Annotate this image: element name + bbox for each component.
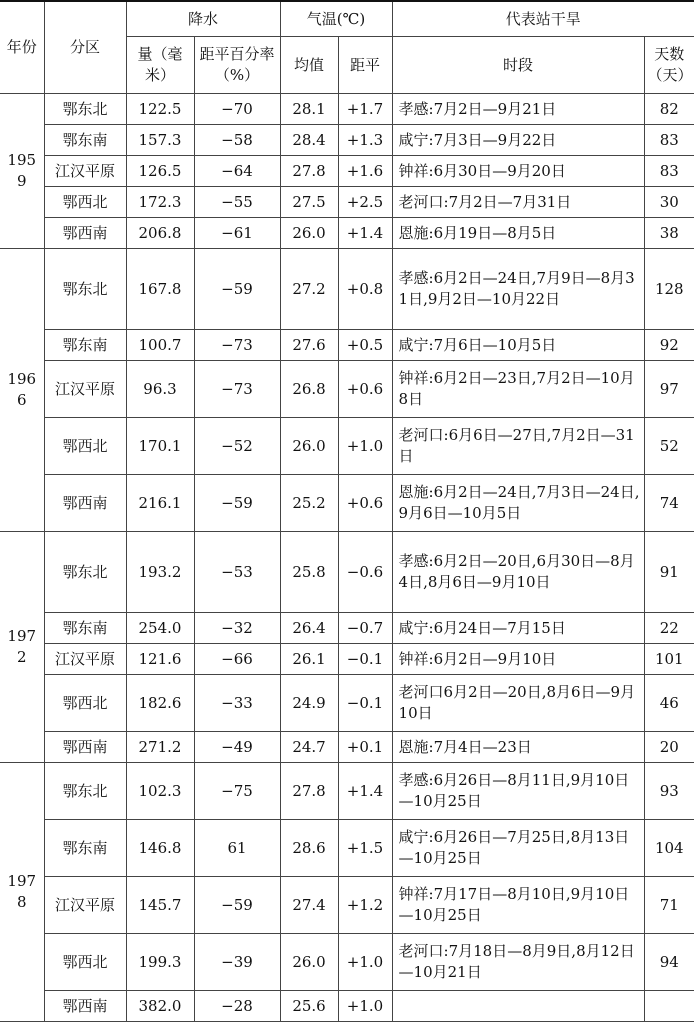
drought-days-cell: 38 bbox=[644, 218, 694, 249]
drought-period-cell: 老河口6月2日—20日,8月6日—9月10日 bbox=[392, 675, 644, 732]
temp-mean-cell: 28.4 bbox=[280, 125, 338, 156]
temp-mean-cell: 27.6 bbox=[280, 330, 338, 361]
drought-days-cell: 20 bbox=[644, 732, 694, 763]
precip-amount-cell: 199.3 bbox=[126, 934, 194, 991]
header-region: 分区 bbox=[44, 1, 126, 94]
drought-days-cell: 22 bbox=[644, 613, 694, 644]
precip-anomaly-cell: −39 bbox=[194, 934, 280, 991]
region-cell: 鄂西北 bbox=[44, 187, 126, 218]
drought-days-cell: 71 bbox=[644, 877, 694, 934]
table-row bbox=[0, 125, 694, 156]
header-year: 年份 bbox=[0, 1, 44, 94]
drought-days-cell: 30 bbox=[644, 187, 694, 218]
temp-anomaly-cell: +1.0 bbox=[338, 991, 392, 1022]
precip-amount-cell: 216.1 bbox=[126, 475, 194, 532]
table-row bbox=[0, 820, 694, 877]
region-cell: 鄂西北 bbox=[44, 675, 126, 732]
temp-mean-cell: 25.8 bbox=[280, 532, 338, 613]
temp-anomaly-cell: +1.0 bbox=[338, 934, 392, 991]
table-row bbox=[0, 475, 694, 532]
precip-amount-cell: 206.8 bbox=[126, 218, 194, 249]
temp-mean-cell: 24.9 bbox=[280, 675, 338, 732]
region-cell: 江汉平原 bbox=[44, 644, 126, 675]
precip-anomaly-cell: −49 bbox=[194, 732, 280, 763]
drought-days-cell: 82 bbox=[644, 94, 694, 125]
drought-period-cell: 恩施:7月4日—23日 bbox=[392, 732, 644, 763]
drought-period-cell: 钟祥:6月30日—9月20日 bbox=[392, 156, 644, 187]
drought-period-cell bbox=[392, 991, 644, 1022]
region-cell: 鄂东南 bbox=[44, 330, 126, 361]
drought-period-cell: 咸宁:7月3日—9月22日 bbox=[392, 125, 644, 156]
year-cell: 1959 bbox=[0, 94, 44, 249]
header-days: 天数（天） bbox=[644, 37, 694, 94]
temp-mean-cell: 27.8 bbox=[280, 763, 338, 820]
temp-anomaly-cell: −0.6 bbox=[338, 532, 392, 613]
temp-mean-cell: 26.1 bbox=[280, 644, 338, 675]
precip-amount-cell: 157.3 bbox=[126, 125, 194, 156]
drought-period-cell: 老河口:7月18日—8月9日,8月12日—10月21日 bbox=[392, 934, 644, 991]
table-row bbox=[0, 644, 694, 675]
precip-amount-cell: 193.2 bbox=[126, 532, 194, 613]
precip-anomaly-cell: −64 bbox=[194, 156, 280, 187]
precip-amount-cell: 102.3 bbox=[126, 763, 194, 820]
precip-anomaly-cell: −75 bbox=[194, 763, 280, 820]
temp-mean-cell: 26.8 bbox=[280, 361, 338, 418]
precip-anomaly-cell: −28 bbox=[194, 991, 280, 1022]
precip-amount-cell: 254.0 bbox=[126, 613, 194, 644]
precip-anomaly-cell: −73 bbox=[194, 330, 280, 361]
header-temp: 气温(℃) bbox=[280, 1, 392, 37]
temp-mean-cell: 27.8 bbox=[280, 156, 338, 187]
table-row bbox=[0, 532, 694, 613]
precip-anomaly-cell: −52 bbox=[194, 418, 280, 475]
temp-anomaly-cell: +1.4 bbox=[338, 218, 392, 249]
temp-mean-cell: 26.0 bbox=[280, 934, 338, 991]
table-row bbox=[0, 991, 694, 1022]
table-row bbox=[0, 675, 694, 732]
year-cell: 1966 bbox=[0, 249, 44, 532]
drought-days-cell: 97 bbox=[644, 361, 694, 418]
drought-period-cell: 老河口:6月6日—27日,7月2日—31日 bbox=[392, 418, 644, 475]
drought-period-cell: 恩施:6月19日—8月5日 bbox=[392, 218, 644, 249]
region-cell: 鄂东北 bbox=[44, 249, 126, 330]
region-cell: 江汉平原 bbox=[44, 361, 126, 418]
precip-amount-cell: 382.0 bbox=[126, 991, 194, 1022]
temp-mean-cell: 28.6 bbox=[280, 820, 338, 877]
table-row bbox=[0, 763, 694, 820]
temp-mean-cell: 25.2 bbox=[280, 475, 338, 532]
region-cell: 江汉平原 bbox=[44, 877, 126, 934]
region-cell: 鄂东北 bbox=[44, 94, 126, 125]
drought-period-cell: 咸宁:7月6日—10月5日 bbox=[392, 330, 644, 361]
table-row bbox=[0, 732, 694, 763]
temp-anomaly-cell: +0.5 bbox=[338, 330, 392, 361]
region-cell: 鄂东北 bbox=[44, 532, 126, 613]
region-cell: 鄂东北 bbox=[44, 763, 126, 820]
region-cell: 江汉平原 bbox=[44, 156, 126, 187]
precip-anomaly-cell: −61 bbox=[194, 218, 280, 249]
table-row bbox=[0, 877, 694, 934]
precip-anomaly-cell: −59 bbox=[194, 249, 280, 330]
precip-anomaly-cell: −66 bbox=[194, 644, 280, 675]
precip-anomaly-cell: −59 bbox=[194, 475, 280, 532]
precip-amount-cell: 167.8 bbox=[126, 249, 194, 330]
precip-anomaly-cell: 61 bbox=[194, 820, 280, 877]
header-precip-amount: 量（毫米） bbox=[126, 37, 194, 94]
drought-days-cell bbox=[644, 991, 694, 1022]
drought-days-cell: 74 bbox=[644, 475, 694, 532]
temp-mean-cell: 25.6 bbox=[280, 991, 338, 1022]
temp-anomaly-cell: +0.1 bbox=[338, 732, 392, 763]
temp-anomaly-cell: −0.1 bbox=[338, 675, 392, 732]
table-row bbox=[0, 156, 694, 187]
region-cell: 鄂西南 bbox=[44, 218, 126, 249]
table-row bbox=[0, 218, 694, 249]
table-row bbox=[0, 187, 694, 218]
precip-amount-cell: 172.3 bbox=[126, 187, 194, 218]
precip-amount-cell: 182.6 bbox=[126, 675, 194, 732]
table-header bbox=[0, 1, 694, 94]
drought-period-cell: 孝感:7月2日—9月21日 bbox=[392, 94, 644, 125]
temp-mean-cell: 28.1 bbox=[280, 94, 338, 125]
temp-anomaly-cell: +1.2 bbox=[338, 877, 392, 934]
precip-anomaly-cell: −58 bbox=[194, 125, 280, 156]
region-cell: 鄂东南 bbox=[44, 613, 126, 644]
temp-anomaly-cell: −0.1 bbox=[338, 644, 392, 675]
drought-days-cell: 128 bbox=[644, 249, 694, 330]
drought-days-cell: 94 bbox=[644, 934, 694, 991]
temp-anomaly-cell: +2.5 bbox=[338, 187, 392, 218]
region-cell: 鄂西南 bbox=[44, 732, 126, 763]
precip-amount-cell: 126.5 bbox=[126, 156, 194, 187]
header-precip: 降水 bbox=[126, 1, 280, 37]
table-row bbox=[0, 361, 694, 418]
precip-amount-cell: 96.3 bbox=[126, 361, 194, 418]
precip-amount-cell: 146.8 bbox=[126, 820, 194, 877]
temp-mean-cell: 27.5 bbox=[280, 187, 338, 218]
precip-amount-cell: 122.5 bbox=[126, 94, 194, 125]
drought-days-cell: 83 bbox=[644, 125, 694, 156]
temp-anomaly-cell: +1.3 bbox=[338, 125, 392, 156]
table-row bbox=[0, 94, 694, 125]
precip-amount-cell: 100.7 bbox=[126, 330, 194, 361]
table-row bbox=[0, 418, 694, 475]
header-temp-mean: 均值 bbox=[280, 37, 338, 94]
temp-anomaly-cell: −0.7 bbox=[338, 613, 392, 644]
drought-days-cell: 93 bbox=[644, 763, 694, 820]
precip-anomaly-cell: −32 bbox=[194, 613, 280, 644]
header-drought: 代表站干旱 bbox=[392, 1, 694, 37]
temp-mean-cell: 27.2 bbox=[280, 249, 338, 330]
table-body bbox=[0, 94, 694, 1022]
region-cell: 鄂西北 bbox=[44, 418, 126, 475]
precip-anomaly-cell: −53 bbox=[194, 532, 280, 613]
temp-mean-cell: 26.0 bbox=[280, 418, 338, 475]
table-row bbox=[0, 934, 694, 991]
region-cell: 鄂西北 bbox=[44, 934, 126, 991]
precip-anomaly-cell: −59 bbox=[194, 877, 280, 934]
precip-anomaly-cell: −70 bbox=[194, 94, 280, 125]
drought-period-cell: 钟祥:7月17日—8月10日,9月10日—10月25日 bbox=[392, 877, 644, 934]
drought-days-cell: 83 bbox=[644, 156, 694, 187]
table-row bbox=[0, 613, 694, 644]
temp-anomaly-cell: +1.7 bbox=[338, 94, 392, 125]
header-period: 时段 bbox=[392, 37, 644, 94]
drought-period-cell: 老河口:7月2日—7月31日 bbox=[392, 187, 644, 218]
region-cell: 鄂东南 bbox=[44, 820, 126, 877]
year-cell: 1972 bbox=[0, 532, 44, 763]
header-temp-anomaly: 距平 bbox=[338, 37, 392, 94]
precip-anomaly-cell: −33 bbox=[194, 675, 280, 732]
drought-period-cell: 钟祥:6月2日—23日,7月2日—10月8日 bbox=[392, 361, 644, 418]
precip-amount-cell: 170.1 bbox=[126, 418, 194, 475]
temp-mean-cell: 24.7 bbox=[280, 732, 338, 763]
temp-mean-cell: 26.0 bbox=[280, 218, 338, 249]
temp-anomaly-cell: +1.4 bbox=[338, 763, 392, 820]
temp-mean-cell: 26.4 bbox=[280, 613, 338, 644]
temp-anomaly-cell: +1.0 bbox=[338, 418, 392, 475]
drought-period-cell: 恩施:6月2日—24日,7月3日—24日,9月6日—10月5日 bbox=[392, 475, 644, 532]
drought-days-cell: 101 bbox=[644, 644, 694, 675]
temp-anomaly-cell: +0.6 bbox=[338, 361, 392, 418]
drought-period-cell: 咸宁:6月26日—7月25日,8月13日—10月25日 bbox=[392, 820, 644, 877]
temp-anomaly-cell: +0.8 bbox=[338, 249, 392, 330]
table-row bbox=[0, 249, 694, 330]
temp-anomaly-cell: +0.6 bbox=[338, 475, 392, 532]
precip-anomaly-cell: −73 bbox=[194, 361, 280, 418]
drought-period-cell: 孝感:6月2日—24日,7月9日—8月31日,9月2日—10月22日 bbox=[392, 249, 644, 330]
drought-days-cell: 46 bbox=[644, 675, 694, 732]
precip-amount-cell: 145.7 bbox=[126, 877, 194, 934]
header-precip-anomaly: 距平百分率（%） bbox=[194, 37, 280, 94]
precip-anomaly-cell: −55 bbox=[194, 187, 280, 218]
region-cell: 鄂西南 bbox=[44, 475, 126, 532]
temp-anomaly-cell: +1.5 bbox=[338, 820, 392, 877]
table-row bbox=[0, 330, 694, 361]
drought-days-cell: 104 bbox=[644, 820, 694, 877]
precip-amount-cell: 121.6 bbox=[126, 644, 194, 675]
drought-period-cell: 孝感:6月2日—20日,6月30日—8月4日,8月6日—9月10日 bbox=[392, 532, 644, 613]
precip-amount-cell: 271.2 bbox=[126, 732, 194, 763]
drought-days-cell: 52 bbox=[644, 418, 694, 475]
drought-period-cell: 咸宁:6月24日—7月15日 bbox=[392, 613, 644, 644]
temp-anomaly-cell: +1.6 bbox=[338, 156, 392, 187]
year-cell: 1978 bbox=[0, 763, 44, 1022]
region-cell: 鄂西南 bbox=[44, 991, 126, 1022]
drought-period-cell: 孝感:6月26日—8月11日,9月10日—10月25日 bbox=[392, 763, 644, 820]
drought-period-cell: 钟祥:6月2日—9月10日 bbox=[392, 644, 644, 675]
drought-days-cell: 91 bbox=[644, 532, 694, 613]
drought-days-cell: 92 bbox=[644, 330, 694, 361]
region-cell: 鄂东南 bbox=[44, 125, 126, 156]
temp-mean-cell: 27.4 bbox=[280, 877, 338, 934]
